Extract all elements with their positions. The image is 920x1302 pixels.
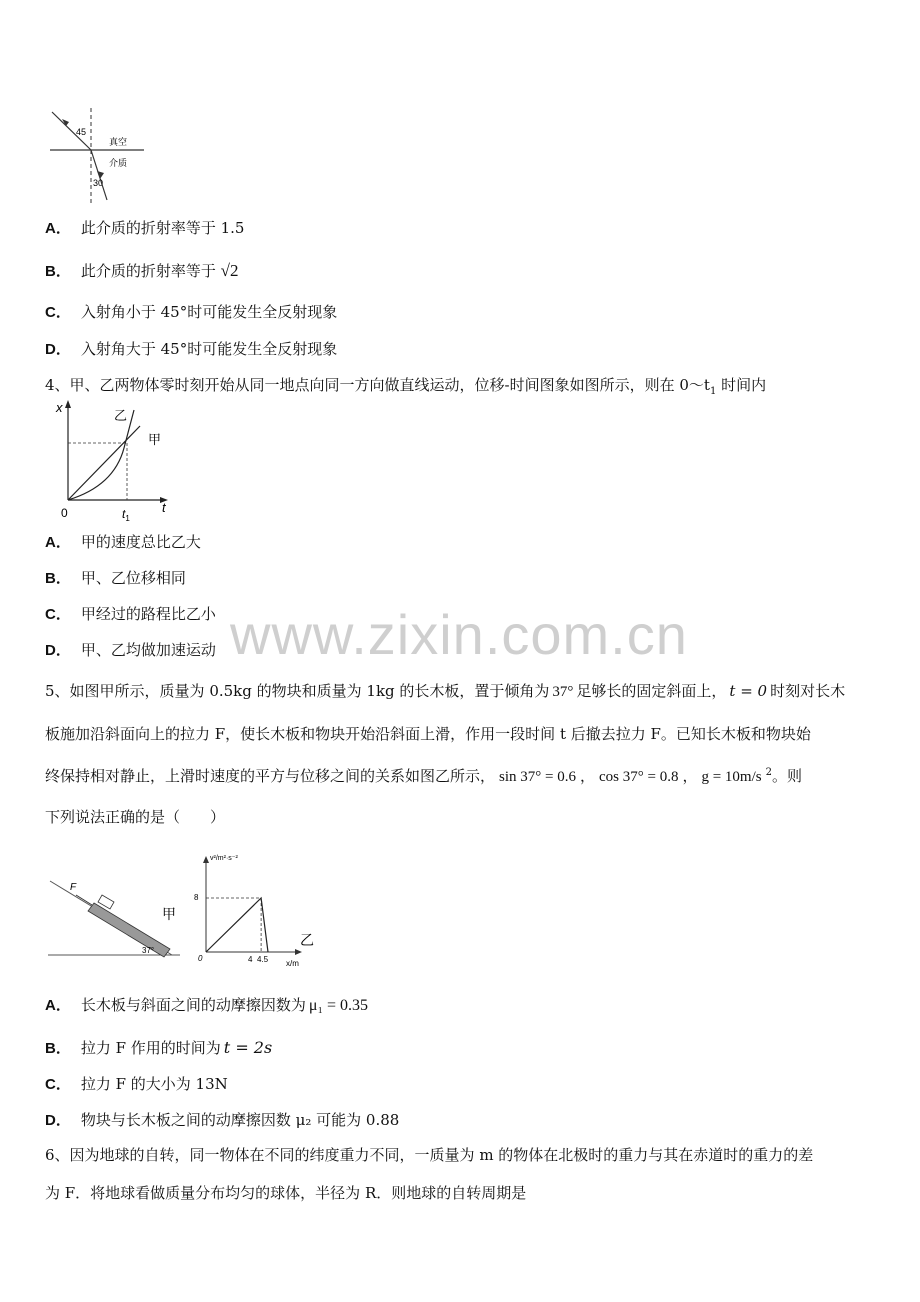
figure-yi-label: 乙 <box>300 932 314 948</box>
figure-jia-label: 甲 <box>162 906 176 922</box>
q5-incline-figure <box>44 875 184 960</box>
q5-stem-line3: 终保持相对静止，上滑时速度的平方与位移之间的关系如图乙所示， sin 37° = 0.6 ， cos 37° = 0.8 ， g = 10m/s $^2$。则 <box>45 767 802 785</box>
graph-x-label: t <box>162 500 166 515</box>
q5-option-d: D． 物块与长木板之间的动摩擦因数 μ₂ 可能为 0.88 <box>45 1111 400 1129</box>
refraction-figure <box>44 100 174 210</box>
watermark: www.zixin.com.cn <box>230 603 688 666</box>
q5-stem-line1: 5、如图甲所示，质量为 0.5kg 的物块和质量为 1kg 的长木板，置于倾角为 37° 足够长的固定斜面上， t = 0 时刻对长木 <box>45 682 846 700</box>
incident-angle-label: 45 <box>76 127 87 137</box>
refracted-angle-label: 30 <box>93 178 104 188</box>
chart-x-axis-label: x/m <box>286 959 299 968</box>
q4-option-b: B． 甲、乙位移相同 <box>45 569 186 587</box>
curve-jia-label: 甲 <box>148 432 162 447</box>
force-label: F <box>70 882 77 893</box>
q5-option-c: C． 拉力 F 的大小为 13N <box>45 1075 228 1093</box>
q4-stem: 4、甲、乙两物体零时刻开始从同一地点向同一方向做直线运动，位移-时间图象如图所示，则在 $0\sim t_1$ 时间内 <box>45 376 767 397</box>
q4-xt-graph <box>52 398 182 522</box>
graph-origin: 0 <box>61 506 68 520</box>
q3-option-b: B． 此介质的折射率等于 √2 <box>45 261 239 280</box>
chart-tick-x-4: 4 <box>248 955 253 964</box>
q4-option-a: A． 甲的速度总比乙大 <box>45 533 201 551</box>
v2-series-line <box>206 898 268 952</box>
q3-option-c: C． 入射角小于 45°时可能发生全反射现象 <box>45 303 338 321</box>
graph-y-label: x <box>56 400 63 415</box>
q4-option-c: C． 甲经过的路程比乙小 <box>45 605 216 623</box>
chart-tick-x-4.5: 4.5 <box>257 955 269 964</box>
q5-v2-x-chart <box>190 848 325 970</box>
q3-option-a: A． 此介质的折射率等于 1.5 <box>45 219 245 237</box>
q5-stem-line4: 下列说法正确的是（ ） <box>45 808 226 826</box>
q5-option-a: A． 长木板与斜面之间的动摩擦因数为 μ₁ = 0.35 <box>45 996 369 1014</box>
chart-tick-y-8: 8 <box>194 893 199 902</box>
q3-option-d: D． 入射角大于 45°时可能发生全反射现象 <box>45 340 338 358</box>
vacuum-label: 真空 <box>109 137 128 147</box>
curve-yi-label: 乙 <box>114 408 128 423</box>
q6-stem-line2: 为 F．将地球看做质量分布均匀的球体，半径为 R．则地球的自转周期是 <box>45 1184 527 1202</box>
incline-angle-label: 37° <box>142 946 155 955</box>
q6-stem-line1: 6、因为地球的自转，同一物体在不同的纬度重力不同，一质量为 m 的物体在北极时的重力与其在赤道时的重力的差 <box>45 1146 814 1164</box>
medium-label: 介质 <box>109 158 128 168</box>
q5-option-b: B． 拉力 F 作用的时间为 t = 2s <box>45 1038 273 1057</box>
q5-stem-line2: 板施加沿斜面向上的拉力 F，使长木板和物块开始沿斜面上滑，作用一段时间 t 后撤去拉力 F。已知长木板和物块始 <box>45 725 811 743</box>
q4-option-d: D． 甲、乙均做加速运动 <box>45 641 216 659</box>
graph-t1-label: $t_1$ <box>122 507 130 522</box>
chart-y-axis-label: v²/m²·s⁻² <box>210 855 238 862</box>
chart-origin-label: 0 <box>198 954 203 963</box>
